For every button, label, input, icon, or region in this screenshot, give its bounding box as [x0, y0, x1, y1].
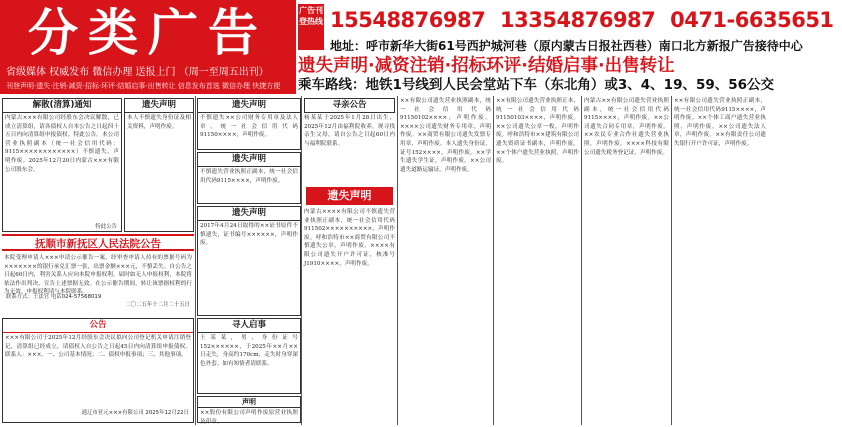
- route-line: 乘车路线：地铁1号线到人民会堂站下车（东北角）或3、4、19、59、56公交: [298, 77, 775, 93]
- notice-text: 内蒙古×××有限公司经股东会决议解散，已成立清算组，请各债权人自本公告之日起四十五日内向清算组申报债权。特此公告。本公司营业执照副本（统一社会信用代码：9115××××××××××××）不慎遗失，声明作废。2025年12月20日内蒙古×××有限公司股东会。: [5, 115, 119, 173]
- notice-heading: 寻人启事: [198, 319, 300, 333]
- notice-heading: 遗失声明: [198, 207, 300, 221]
- notice-lost: [197, 206, 301, 316]
- phone-number: 13354876987: [500, 8, 656, 32]
- column-text: ××有限公司遗失营业执照正副本，统一社会信用代码9115××××，声明作废。××个体工商户遗失营业执照，声明作废。××公司遗失法人章，声明作废。××有限责任公司遗失银行开户许可证，声明作废。: [674, 98, 766, 147]
- court-banner: 抚顺市新抚区人民法院公告: [2, 234, 194, 251]
- notice-statement: [197, 396, 301, 423]
- notice-text: 本人不慎遗失身份证及相关资料，声明作废。: [127, 115, 191, 130]
- ad-header: [0, 0, 834, 94]
- column-6: [582, 96, 672, 425]
- notice-dissolution: [2, 98, 122, 232]
- notice-heading: 公告: [3, 319, 193, 333]
- notice-text: 2017年4月24日取得的××证书原件不慎遗失，证书编号××××××，声明作废。: [200, 223, 298, 247]
- column-text: ××有限公司遗失营业执照副本，统一社会信用代码91150102××××，声明作废。××××公司遗失财务专用章，声明作废。××商贸有限公司遗失发票专用章，声明作废。本人遗失身份证，证号152××××，声明作废。××学生遗失学生证，声明作废。××公司遗失道路运输证，声明作废。: [400, 98, 491, 173]
- section-text: 内蒙古××××有限公司不慎遗失营业执照正副本，统一社会信用代码911502××××××××××，声明作废。呼和浩特市××商贸有限公司不慎遗失公章，声明作废。××××有限公司遗失开户许可证，核准号J1910××××，声明作废。: [304, 209, 395, 267]
- column-7: [672, 96, 768, 425]
- column-text: 内蒙古××有限公司遗失营业执照副本，统一社会信用代码9115××××，声明作废。××公司遗失合同专用章，声明作废。××农民专业合作社遗失营业执照，声明作废。××××科技有限公司遗失税务登记证，声明作废。: [584, 98, 669, 156]
- column-5: [494, 96, 582, 425]
- column-text: ××有限公司遗失营业执照正本，统一社会信用代码91150103××××，声明作废。××公司遗失公章一枚，声明作废。呼和浩特市××建筑有限公司遗失资质证书副本，声明作废。××个体户遗失营业执照，声明作废。: [496, 98, 579, 165]
- court-date: 二〇二五年十二月二十五日: [125, 302, 190, 308]
- notice-heading: 遗失声明: [198, 99, 300, 113]
- notice-lost: [197, 98, 301, 150]
- services-line: 遗失声明·减资注销·招标环评·结婚启事·出售转让: [298, 56, 675, 76]
- notice-text: ××股份有限公司声明作废原营业执照及印章。: [200, 410, 298, 425]
- brand-block: [0, 0, 296, 94]
- column-2: [196, 96, 302, 425]
- notice-heading: 遗失声明: [125, 99, 193, 113]
- notice-heading: 遗失声明: [198, 153, 300, 167]
- phone-number: 0471-6635651: [670, 8, 834, 32]
- section-heading: 寻亲公告: [304, 98, 395, 113]
- notice-text: 不慎遗失营业执照正副本，统一社会信用代码9115××××，声明作废。: [200, 169, 298, 184]
- notice-company: 通辽市亚元×××有限公司 2025年12月22日: [81, 410, 189, 416]
- page-title: 分类广告: [28, 4, 268, 62]
- phone-numbers: [330, 6, 834, 34]
- hotline-badge: 广告刊登热线: [298, 4, 324, 50]
- column-1: [0, 96, 196, 425]
- notice-text: 王某某，男，身份证号152××××××，于2025年××月××日走失，身高约170cm，走失时身穿深色外套。如有知情者请联系。: [200, 335, 298, 367]
- notice-announcement: [2, 318, 194, 423]
- brand-slogan: 省级媒体 权威发布 微信办理 送报上门 （周一至周五出刊）: [6, 67, 269, 78]
- ads-body: [0, 96, 768, 425]
- notice-text: 不慎遗失××公司财务专用章及法人章，统一社会信用代码91150××××，声明作废。: [200, 115, 298, 139]
- column-4: [398, 96, 494, 425]
- notice-lost: [197, 152, 301, 204]
- court-notice: [2, 253, 194, 315]
- brand-sub-slogan: 刊登声明·遗失·注销·减资·招标·环评·结婚启事·出售转让 信息发布首选 微信办理 快捷方便: [6, 82, 281, 90]
- section-text: 杨某某于2025年1月28日出生，2025年12月由福利院收养，现寻找亲生父母，请自公告之日起60日内与福利院联系。: [304, 115, 395, 147]
- lost-banner: 遗失声明: [306, 187, 393, 205]
- notice-heading: 解散(清算)通知: [3, 99, 121, 113]
- address-line: 地址：呼市新华大街61号西护城河巷（原内蒙古日报社西巷）南口北方新报广告接待中心: [330, 39, 803, 53]
- notice-missing-person: [197, 318, 301, 394]
- phone-number: 15548876987: [330, 8, 486, 32]
- notice-lost: [124, 98, 194, 232]
- notice-heading: 声明: [198, 397, 300, 408]
- court-contact: 联系方式：王法官 电话024-57568019: [6, 294, 102, 300]
- court-text: 本院受理申请人×××申请公示催告一案，经审查申请人持有的票据号码为×××××××的银行承兑汇票一张，出票金额×××元，不慎丢失。自公告之日起60日内，利害关系人应向本院申报权利。届时如无人申报权利，本院将依法作出判决，宣告上述票据无效。在公示催告期间，转让该票据权利的行为无效。申报权利请与本院联系。: [4, 255, 192, 296]
- column-3: [302, 96, 398, 425]
- notice-signoff: 特此公告: [95, 224, 117, 230]
- notice-text: ×××有限公司于2025年12月经股东会决议拟向公司登记机关申请注销登记，清算组已经成立，请债权人自公告之日起45日内向清算组申报债权。联系人：×××。一、公司基本情况；二、债权申报事项；三、其他事项。: [5, 335, 191, 359]
